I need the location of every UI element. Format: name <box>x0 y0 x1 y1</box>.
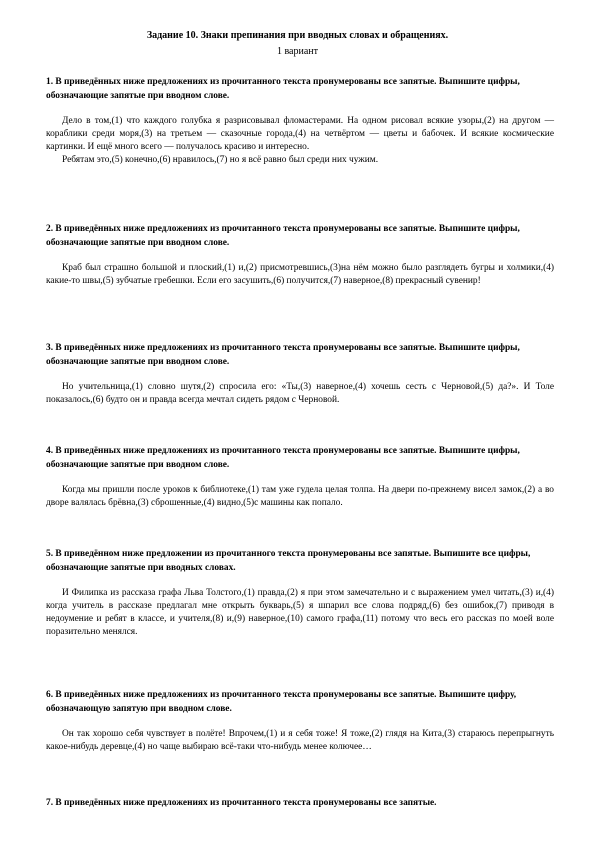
task-text: Ребятам это,(5) конечно,(6) нравилось,(7) но я всё равно был среди них чужим. <box>62 155 379 165</box>
task-text: Краб был страшно большой и плоский,(1) и,(2) присмотревшись,(3)на нём можно было разглядеть бугры и холмики,(4) какие-то швы,(5) зубчатые гребешки. Если его засушить,(6) получится,(7) наверное,(8) прекрасный сувенир! <box>46 263 554 286</box>
task-question: 4. В приведённых ниже предложениях из прочитанного текста пронумерованы все запятые. Выпишите цифры, обозначающие запятые при вводном слове. <box>46 446 520 470</box>
task-2 <box>46 222 554 288</box>
task-text: Но учительница,(1) словно шутя,(2) спросила его: «Ты,(3) наверное,(4) хочешь сесть с Черновой,(5) да?». И Толе показалось,(6) будто он и правда всегда мечтал сидеть рядом с Черновой. <box>46 382 554 405</box>
task-question: 3. В приведённых ниже предложениях из прочитанного текста пронумерованы все запятые. Выпишите цифры, обозначающие запятые при вводном слове. <box>46 343 520 367</box>
task-text: Дело в том,(1) что каждого голубка я разрисовывал фломастерами. На одном рисовал всякие узоры,(2) на другом — кораблики среди моря,(3) на третьем — сказочные города,(4) на четвёртом — цветы и бабочек. И всякие космические картинки. И ещё много всего — получалось красиво и интересно. <box>46 116 554 152</box>
task-text: Когда мы пришли после уроков к библиотеке,(1) там уже гудела целая толпа. На двери по-прежнему висел замок,(2) а во дворе валялась брёвна,(3) сброшенные,(4) видно,(5)с машины как попало. <box>46 485 554 508</box>
task-text: И Филипка из рассказа графа Льва Толстого,(1) правда,(2) я при этом замечательно и с выражением умел читать,(3) и,(4) когда учитель в рассказе предлагал мне открыть букварь,(5) я шпарил все слова подряд,(6) без ошибок,(7) приводя в недоумение и ребят в классе, и учителя,(8) и,(9) наверное,(10) самого графа,(11) потому что весь его рассказ по моей воле поразительно менялся. <box>46 588 554 637</box>
task-3 <box>46 341 554 407</box>
task-question: 7. В приведённых ниже предложениях из прочитанного текста пронумерованы все запятые. <box>46 798 437 808</box>
task-1 <box>46 75 554 167</box>
task-question: 1. В приведённых ниже предложениях из прочитанного текста пронумерованы все запятые. Выпишите цифры, обозначающие запятые при вводном слове. <box>46 77 520 101</box>
variant-label: 1 вариант <box>276 46 319 57</box>
task-question: 2. В приведённых ниже предложениях из прочитанного текста пронумерованы все запятые. Выпишите цифры, обозначающие запятые при вводном слове. <box>46 224 520 248</box>
task-question: 6. В приведённых ниже предложениях из прочитанного текста пронумерованы все запятые. Выпишите цифру, обозначающую запятую при вводном слове. <box>46 690 517 714</box>
page-title: Задание 10. Знаки препинания при вводных словах и обращениях. <box>146 30 449 41</box>
task-5 <box>46 547 554 639</box>
task-7 <box>46 796 554 810</box>
task-4 <box>46 444 554 510</box>
task-question: 5. В приведённом ниже предложении из прочитанного текста пронумерованы все запятые. Выпишите все цифры, обозначающие запятые при вводных словах. <box>46 549 531 573</box>
task-text: Он так хорошо себя чувствует в полёте! Впрочем,(1) и я себя тоже! Я тоже,(2) глядя на Кита,(3) стараюсь перепрыгнуть какое-нибудь деревце,(4) но чаще выбираю всё-таки что-нибудь менее колючее… <box>46 729 554 752</box>
task-6 <box>46 688 554 754</box>
